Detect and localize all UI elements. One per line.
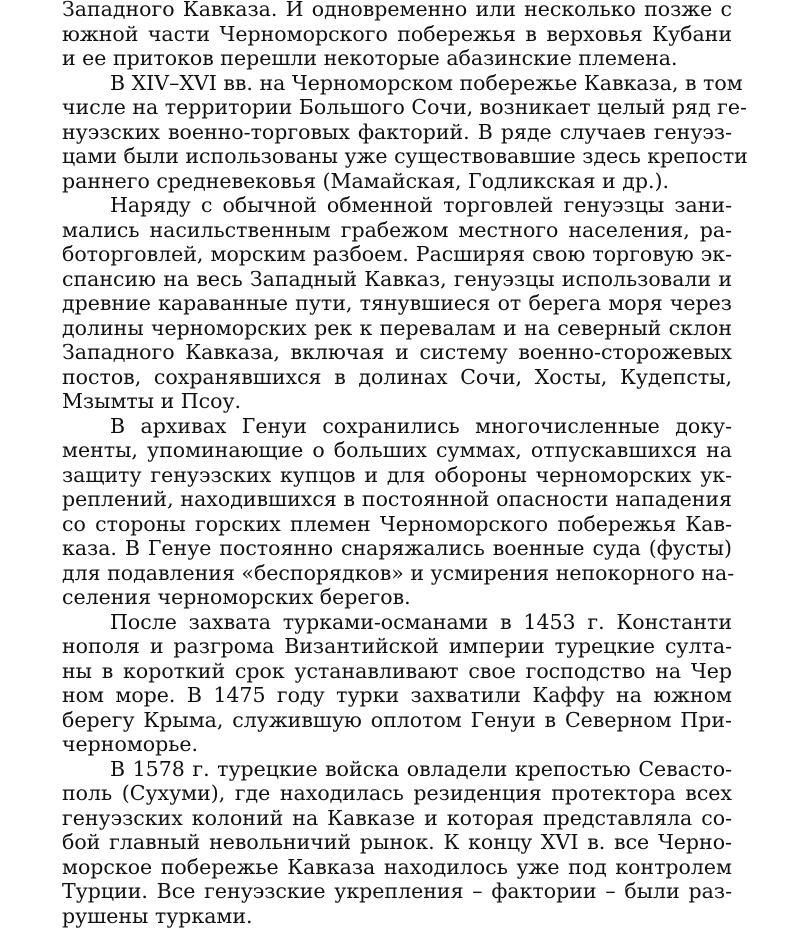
text-line: морское побережье Кавказа находилось уже под контролем xyxy=(62,855,732,880)
text-line: Турции. Все генуэзские укрепления – фактории – были раз- xyxy=(62,879,732,904)
text-line: защиту генуэзских купцов и для обороны черноморских ук- xyxy=(62,463,732,488)
text-line: цами были использованы уже существовавшие здесь крепости xyxy=(62,144,732,169)
text-line: реплений, находившихся в постоянной опасности нападения xyxy=(62,487,732,512)
text-line: для подавления «беспорядков» и усмирения непокорного на- xyxy=(62,561,732,586)
paragraph xyxy=(62,757,732,928)
text-line: Мзымты и Псоу. xyxy=(62,389,732,414)
text-line: черноморье. xyxy=(62,732,732,757)
text-line: Западного Кавказа. И одновременно или несколько позже с xyxy=(62,0,732,22)
paragraph xyxy=(62,0,732,71)
text-line: нуэзских военно-торговых факторий. В ряде случаев генуэз- xyxy=(62,120,732,145)
text-line: рушены турками. xyxy=(62,904,732,928)
text-line: числе на территории Большого Сочи, возникает целый ряд ге- xyxy=(62,95,732,120)
text-line: ном море. В 1475 году турки захватили Каффу на южном xyxy=(62,683,732,708)
text-line: В архивах Генуи сохранились многочисленные доку- xyxy=(62,414,732,439)
text-line: В XIV–XVI вв. на Черноморском побережье Кавказа, в том xyxy=(62,71,732,96)
text-line: бой главный невольничий рынок. К концу XVI в. все Черно- xyxy=(62,830,732,855)
text-line: мались насильственным грабежом местного населения, ра- xyxy=(62,218,732,243)
text-line: постов, сохранявшихся в долинах Сочи, Хосты, Кудепсты, xyxy=(62,365,732,390)
text-line: Наряду с обычной обменной торговлей генуэзцы зани- xyxy=(62,193,732,218)
text-line: ны в короткий срок устанавливают свое господство на Чер xyxy=(62,659,732,684)
text-line: генуэзских колоний на Кавказе и которая представляла со- xyxy=(62,806,732,831)
text-line: каза. В Генуе постоянно снаряжались военные суда (фусты) xyxy=(62,536,732,561)
text-line: со стороны горских племен Черноморского побережья Кав- xyxy=(62,512,732,537)
text-line: селения черноморских берегов. xyxy=(62,585,732,610)
text-line: спансию на весь Западный Кавказ, генуэзцы использовали и xyxy=(62,267,732,292)
text-line: Западного Кавказа, включая и систему военно-сторожевых xyxy=(62,340,732,365)
text-line: В 1578 г. турецкие войска овладели крепостью Севасто- xyxy=(62,757,732,782)
paragraph xyxy=(62,414,732,610)
text-line: южной части Черноморского побережья в верховья Кубани xyxy=(62,22,732,47)
text-line: нополя и разгрома Византийской империи турецкие султа- xyxy=(62,634,732,659)
paragraph xyxy=(62,71,732,194)
text-line: долины черноморских рек к перевалам и на северный склон xyxy=(62,316,732,341)
paragraph xyxy=(62,193,732,414)
text-line: и ее притоков перешли некоторые абазинские племена. xyxy=(62,46,732,71)
text-line: боторговлей, морским разбоем. Расширяя свою торговую эк- xyxy=(62,242,732,267)
text-line: менты, упоминающие о больших суммах, отпускавшихся на xyxy=(62,438,732,463)
text-line: поль (Сухуми), где находилась резиденция протектора всех xyxy=(62,781,732,806)
text-line: древние караванные пути, тянувшиеся от берега моря через xyxy=(62,291,732,316)
paragraph xyxy=(62,610,732,757)
text-line: берегу Крыма, служившую оплотом Генуи в Северном При- xyxy=(62,708,732,733)
text-line: раннего средневековья (Мамайская, Годликская и др.). xyxy=(62,169,732,194)
text-line: После захвата турками-османами в 1453 г. Константи xyxy=(62,610,732,635)
